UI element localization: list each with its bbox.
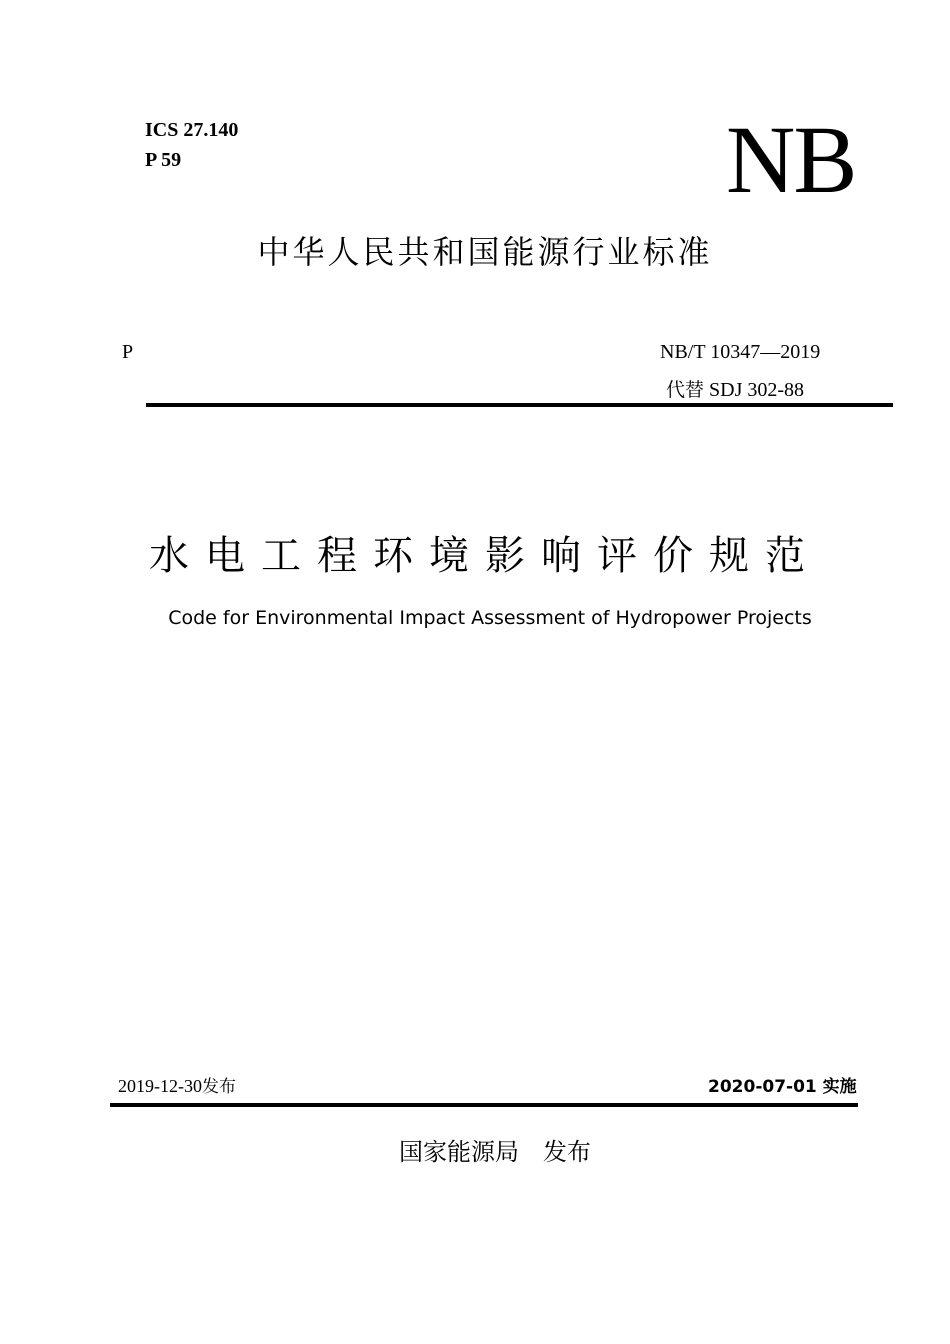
implementation-label: 实施 bbox=[822, 1077, 857, 1097]
implementation-date: 2020-07-01 bbox=[708, 1077, 817, 1097]
industry-standard-title: 中华人民共和国能源行业标准 bbox=[257, 233, 713, 271]
replaces-line bbox=[666, 378, 804, 402]
implementation-date-line bbox=[708, 1075, 857, 1099]
replaces-label: 代替 bbox=[666, 379, 705, 401]
issue-label: 发布 bbox=[202, 1077, 236, 1097]
publisher: 国家能源局 发布 bbox=[399, 1138, 591, 1166]
footer-divider bbox=[110, 1103, 858, 1107]
nb-logo: NB bbox=[726, 106, 856, 213]
ics-code: ICS 27.140 bbox=[145, 119, 239, 141]
ccs-code: P 59 bbox=[145, 149, 182, 171]
record-code: P bbox=[122, 341, 134, 363]
issue-date: 2019-12-30 bbox=[118, 1076, 202, 1096]
replaces-value: SDJ 302-88 bbox=[709, 379, 805, 401]
header-divider bbox=[146, 403, 893, 407]
issue-date-line bbox=[118, 1074, 236, 1099]
chinese-title: 水电工程环境影响评价规范 bbox=[149, 533, 821, 579]
english-title: Code for Environmental Impact Assessment of Hydropower Projects bbox=[168, 607, 812, 629]
standard-number: NB/T 10347—2019 bbox=[660, 341, 821, 363]
